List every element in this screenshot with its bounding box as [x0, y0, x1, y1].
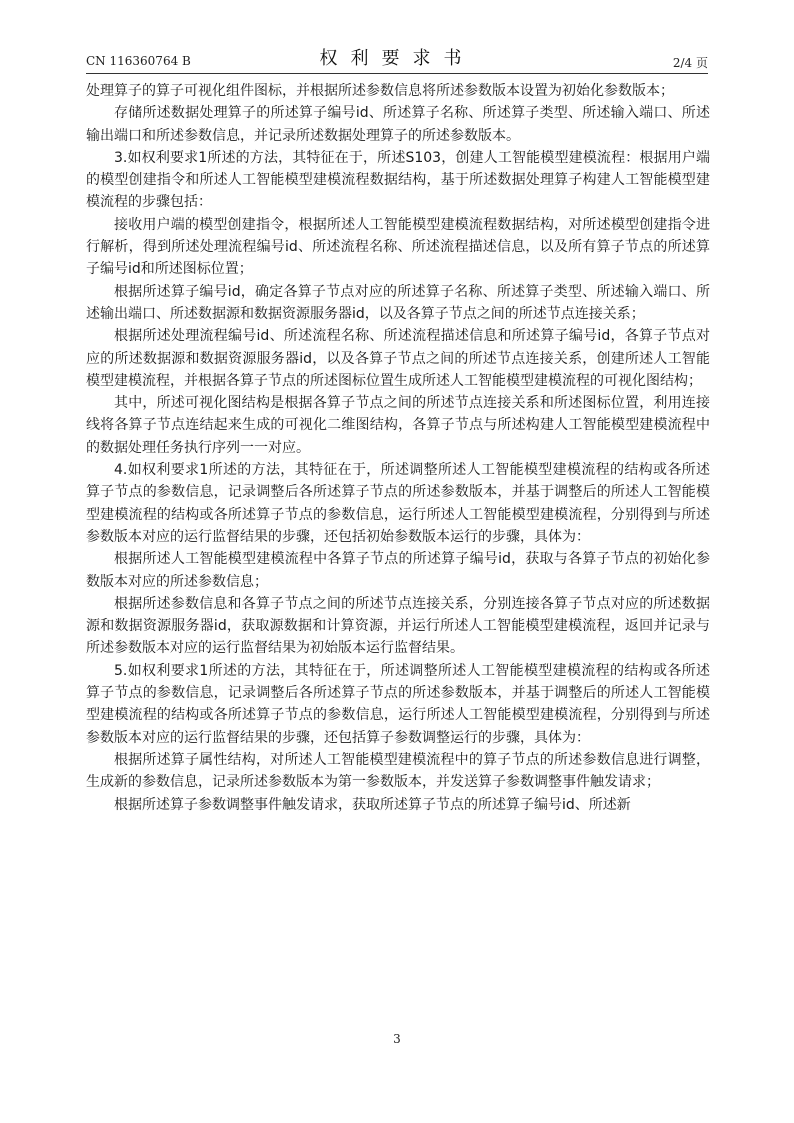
- page-title: 权利要求书: [319, 48, 475, 69]
- page-indicator: 2/4 页: [672, 56, 708, 70]
- claim-paragraph: 根据所述算子参数调整事件触发请求，获取所述算子节点的所述算子编号id、所述新: [114, 796, 631, 813]
- claim-paragraph: 根据所述人工智能模型建模流程中各算子节点的所述算子编号id，获取与各算子节点的初始化参数版本对应的所述参数信息；: [86, 551, 710, 590]
- page-header: [86, 40, 708, 74]
- header-divider: [86, 73, 708, 74]
- page-number: 3: [393, 1032, 401, 1046]
- claim-paragraph: 根据所述算子属性结构，对所述人工智能模型建模流程中的算子节点的所述参数信息进行调整，生成新的参数信息，记录所述参数版本为第一参数版本，并发送算子参数调整事件触发请求；: [86, 751, 710, 791]
- claim-paragraph: 5.如权利要求1所述的方法，其特征在于，所述调整所述人工智能模型建模流程的结构或各所述算子节点的参数信息，记录调整后各所述算子节点的所述参数版本，并基于调整后的所述人工智能模型建模流程的结构或各所述算子节点的参数信息，运行所述人工智能模型建模流程，分别得到与所述参数版本对应的运行监督结果的步骤，还包括算子参数调整运行的步骤，具体为：: [86, 662, 710, 746]
- claim-paragraph: 处理算子的算子可视化组件图标，并根据所述参数信息将所述参数版本设置为初始化参数版本；: [86, 83, 674, 99]
- patent-number: CN 116360764 B: [86, 54, 191, 68]
- claim-paragraph: 3.如权利要求1所述的方法，其特征在于，所述S103，创建人工智能模型建模流程：根据用户端的模型创建指令和所述人工智能模型建模流程数据结构，基于所述数据处理算子构建人工智能模型建模流程的步骤包括：: [86, 149, 710, 211]
- claim-paragraph: 存储所述数据处理算子的所述算子编号id、所述算子名称、所述算子类型、所述输入端口、所述输出端口和所述参数信息，并记录所述数据处理算子的所述参数版本。: [86, 105, 710, 144]
- claims-body: [86, 80, 710, 816]
- claim-paragraph: 根据所述参数信息和各算子节点之间的所述节点连接关系，分别连接各算子节点对应的所述数据源和数据资源服务器id，获取源数据和计算资源，并运行所述人工智能模型建模流程，返回并记录与所述参数版本对应的运行监督结果为初始版本运行监督结果。: [86, 595, 710, 657]
- claim-paragraph: 其中，所述可视化图结构是根据各算子节点之间的所述节点连接关系和所述图标位置，利用连接线将各算子节点连结起来生成的可视化二维图结构，各算子节点与所述构建人工智能模型建模流程中的数据处理任务执行序列一一对应。: [86, 395, 710, 456]
- claim-paragraph: 4.如权利要求1所述的方法，其特征在于，所述调整所述人工智能模型建模流程的结构或各所述算子节点的参数信息，记录调整后各所述算子节点的所述参数版本，并基于调整后的所述人工智能模型建模流程的结构或各所述算子节点的参数信息，运行所述人工智能模型建模流程，分别得到与所述参数版本对应的运行监督结果的步骤，还包括初始参数版本运行的步骤，具体为：: [86, 462, 710, 545]
- claim-paragraph: 根据所述处理流程编号id、所述流程名称、所述流程描述信息和所述算子编号id，各算子节点对应的所述数据源和数据资源服务器id，以及各算子节点之间的所述节点连接关系，创建所述人工智能模型建模流程，并根据各算子节点的所述图标位置生成所述人工智能模型建模流程的可视化图结构；: [86, 328, 710, 389]
- claim-paragraph: 根据所述算子编号id，确定各算子节点对应的所述算子名称、所述算子类型、所述输入端口、所述输出端口、所述数据源和数据资源服务器id，以及各算子节点之间的所述节点连接关系；: [86, 283, 710, 322]
- claim-paragraph: 接收用户端的模型创建指令，根据所述人工智能模型建模流程数据结构，对所述模型创建指令进行解析，得到所述处理流程编号id、所述流程名称、所述流程描述信息，以及所有算子节点的所述算子编号id和所述图标位置；: [86, 216, 710, 278]
